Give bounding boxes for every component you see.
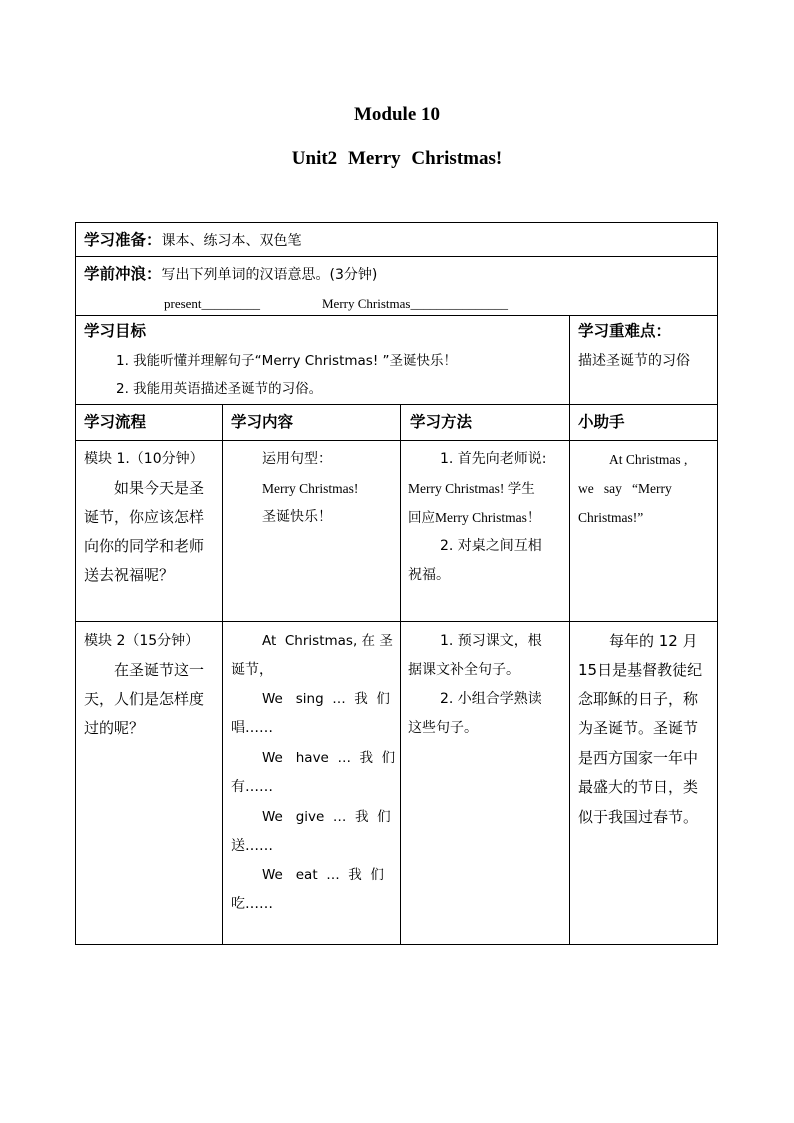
goal-item-2: 2. 我能用英语描述圣诞节的习俗。 [116,381,323,397]
module2-method-line: 1. 预习课文，根 [440,633,542,649]
module2-flow-line: 过的呢？ [84,719,145,737]
goal-item-1: 1. 我能听懂并理解句子“Merry Christmas! ”圣诞快乐！ [116,353,458,369]
module2-method-line: 2. 小组合学熟读 [440,691,542,707]
prep-row [84,226,302,256]
unit-title-word: Merry [347,148,401,169]
module1-flow-line: 如果今天是圣 [114,479,205,497]
module1-helper-line: we say “Merry [578,481,672,496]
header-method: 学习方法 [410,413,473,431]
module1-content-line: Merry Christmas! [262,481,359,496]
module2-content-line: 唱…… [231,720,273,736]
module1-method-line: 回应Merry Christmas！ [408,510,541,525]
module2-helper-line: 念耶稣的日子，称 [578,690,699,708]
module2-method-line: 这些句子。 [408,720,478,736]
module2-helper-line: 是西方国家一年中 [578,749,699,767]
module2-content-line: At Christmas, 在 圣 [262,633,393,649]
module1-method-line: 祝福。 [408,567,450,583]
module2-content-line: 有…… [231,779,273,795]
keypoints-content: 描述圣诞节的习俗 [578,353,690,369]
preview-content: 写出下列单词的汉语意思。(3分钟) [161,267,378,283]
module2-flow-title: 模块 2（15分钟） [84,633,200,649]
module2-content-line: We eat … 我 们 [262,867,384,883]
module2-helper-line: 似于我国过春节。 [578,808,699,826]
module2-content-line: We sing … 我 们 [262,691,390,707]
module2-method-line: 据课文补全句子。 [408,662,520,678]
module1-flow-line: 送去祝福呢？ [84,566,175,584]
lesson-plan-table [75,222,718,945]
module1-flow-title: 模块 1.（10分钟） [84,451,204,467]
preview-word-present: present_________ [164,296,261,311]
module2-flow-line: 在圣诞节这一 [114,661,205,679]
module2-helper-line: 15日是基督教徒纪 [578,661,703,679]
goals-label: 学习目标 [84,322,147,340]
module2-helper-line: 为圣诞节。圣诞节 [578,719,699,737]
preview-row [84,260,377,290]
module1-method-line: 2. 对桌之间互相 [440,538,542,554]
prep-content: 课本、练习本、双色笔 [161,233,302,249]
keypoints-label: 学习重难点： [578,322,672,340]
preview-word-merry-christmas: Merry Christmas_______________ [322,296,508,311]
prep-label: 学习准备： [84,231,162,249]
unit-title-word: Unit2 [291,148,338,169]
module1-flow-line: 诞节，你应该怎样 [84,508,205,526]
module2-flow-line: 天，人们是怎样度 [84,690,205,708]
module2-helper-line: 最盛大的节日，类 [578,778,699,796]
header-flow: 学习流程 [84,413,147,431]
module1-helper-line: Christmas!” [578,510,644,525]
module2-content-line: 吃…… [231,896,273,912]
module2-content-line: 送…… [231,838,273,854]
module1-method-line: Merry Christmas! 学生 [408,481,535,496]
header-content: 学习内容 [231,413,294,431]
module2-content-line: We give … 我 们 [262,809,391,825]
module2-content-line: We have … 我 们 [262,750,396,766]
module1-content-line: 运用句型： [262,451,332,467]
module2-content-line: 诞节， [231,662,273,678]
module1-method-line: 1. 首先向老师说: [440,451,547,467]
header-helper: 小助手 [578,413,625,431]
preview-label: 学前冲浪： [84,265,162,283]
module1-content-line: 圣诞快乐！ [262,509,332,525]
unit-title-word: Christmas! [411,148,503,169]
module2-helper-line: 每年的 12 月 [609,632,698,650]
module1-helper-line: At Christmas , [609,452,688,467]
unit-title [0,148,794,170]
module-title: Module 10 [353,104,441,125]
module1-flow-line: 向你的同学和老师 [84,537,205,555]
